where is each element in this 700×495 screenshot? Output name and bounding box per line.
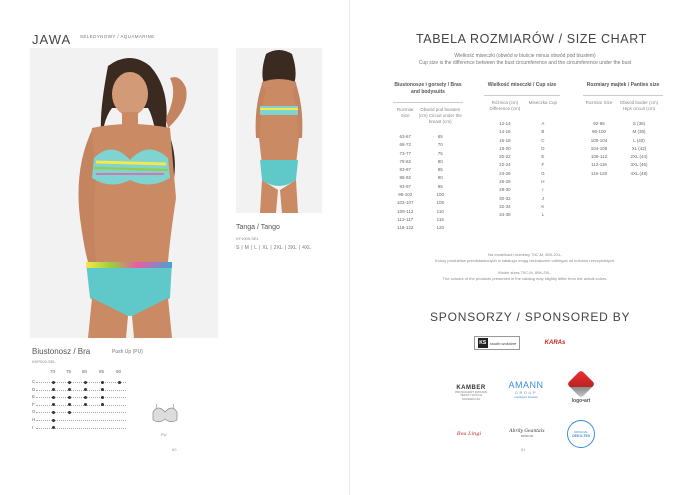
cups-row (484, 178, 560, 186)
bras-row (393, 191, 463, 199)
ks-text: studio wokalne (489, 340, 517, 346)
panties-row (583, 137, 663, 145)
size-3xl: 3XL (287, 245, 297, 251)
size-4xl: 4XL (302, 245, 312, 251)
sponsor-logo-art (566, 372, 596, 406)
bras-cell: 100 (436, 192, 444, 198)
cups-row (484, 186, 560, 194)
size-m: M (244, 245, 249, 251)
cups-row (484, 161, 560, 169)
cup-row-line (36, 420, 126, 421)
bras-cell: 65 (437, 134, 443, 139)
bras-row (393, 133, 463, 141)
model-back-illustration (236, 48, 322, 213)
logo-art-shape (567, 370, 595, 398)
cups-row (484, 195, 560, 203)
bras-cell: 80 (437, 158, 443, 164)
cup-size-table (484, 82, 560, 220)
sponsor-logo-amann (506, 376, 546, 402)
size-chart-title: TABELA ROZMIARÓW / SIZE CHART (416, 32, 647, 46)
cup-row-label: F (32, 401, 35, 407)
cups-row (484, 145, 560, 153)
availability-dot (84, 388, 87, 391)
cups-cell: 28-30 (499, 187, 511, 193)
availability-dot (118, 381, 121, 384)
color-name: SELEDYNOWY / AQUAMARINE (80, 34, 155, 39)
cup-row-line (36, 412, 126, 413)
size-s: S (236, 245, 240, 251)
bras-cell: 83-87 (399, 167, 411, 173)
bras-cell: 95 (437, 183, 443, 189)
tanga-code: KF1009-SEL (236, 236, 259, 241)
cup-row-label: D (32, 386, 36, 392)
page-number-right: 61 (521, 447, 526, 452)
cup-row-line (36, 397, 126, 398)
cup-row-label: H (32, 417, 36, 422)
circle-top: ORIGINAL (573, 430, 589, 434)
page-number-left: 60 (172, 447, 177, 452)
band-size-header: 90 (116, 369, 122, 374)
cup-row-label: E (32, 394, 36, 400)
kamber-tagline: PRODUCENT DZIANIN TEKSTYLNYCH KONFEKCJA (455, 389, 487, 401)
cups-row (484, 153, 560, 161)
bras-cell: 90 (437, 175, 443, 181)
panties-row (583, 170, 663, 178)
bra-label: Biustonosz / Bra (32, 347, 91, 356)
cups-cell: 20-22 (499, 154, 511, 160)
logo-art-text: logo•art (571, 398, 591, 404)
bras-cell: 103-107 (396, 200, 414, 206)
availability-dot (52, 426, 55, 429)
panties-cell: M (38) (632, 129, 646, 135)
band-size-header: 80 (82, 369, 88, 374)
bras-row (393, 158, 463, 166)
panties-cell: 108-112 (590, 154, 608, 160)
cups-cell: B (541, 129, 545, 135)
availability-dot (52, 419, 55, 422)
availability-dot (84, 396, 87, 399)
cups-cell: 14-16 (499, 129, 511, 135)
panties-cell: L (40) (633, 137, 645, 143)
cups-cell: 32-34 (499, 203, 511, 209)
panties-row (583, 128, 663, 136)
availability-dot (52, 388, 55, 391)
bras-row (393, 150, 463, 158)
cups-cell: D (541, 145, 545, 151)
panties-cell: 100-104 (590, 137, 608, 143)
note-model-sizes-en: Model sizes 70C-M, 80K-2XL. (498, 270, 552, 275)
cups-cell: 34-36 (499, 212, 511, 218)
bras-cell: 108-112 (397, 208, 414, 214)
cup-table-rows (484, 120, 560, 220)
bras-row (393, 224, 463, 232)
cup-row-label: G (32, 409, 36, 415)
cups-cell: G (541, 170, 545, 176)
cups-row (484, 120, 560, 128)
size-2xl: 2XL (273, 245, 283, 251)
panties-table-heading: Rozmiary majtek / Panties size (586, 82, 660, 88)
cup-table-subhead (484, 95, 560, 112)
panties-cell: 116-120 (590, 170, 608, 176)
cups-cell: A (541, 121, 545, 126)
availability-dot (52, 396, 55, 399)
bras-cell: 115 (436, 216, 444, 222)
cup-col-difference: Różnica (cm) Difference (cm) (489, 100, 521, 111)
sponsor-logo-signature-1: Bea Lingi (456, 431, 482, 437)
panties-row (583, 161, 663, 169)
size-chart-subtitle-pl: Wielkość miseczki (obwód w biuście minus obwód pod biustem) (454, 53, 596, 59)
availability-dot (68, 411, 71, 414)
panties-row (583, 153, 663, 161)
model-front-illustration (30, 48, 218, 338)
amann-group: GROUP (514, 389, 538, 395)
kamber-name: KAMBER (456, 384, 486, 391)
availability-dot (68, 396, 71, 399)
availability-dot (101, 403, 104, 406)
bras-cell: 93-97 (399, 183, 411, 189)
cups-cell: 30-32 (499, 195, 511, 201)
sponsor-logo-kamber (451, 378, 491, 408)
amann-name: AMANN (508, 379, 544, 390)
sponsor-logo-signature-2 (506, 425, 548, 441)
circle-inner: OEKO-TEX (571, 434, 591, 438)
cups-row (484, 137, 560, 145)
cup-row-line (36, 405, 126, 406)
push-up-bra-icon (150, 402, 180, 428)
bras-row (393, 166, 463, 174)
panties-table-rows (583, 120, 663, 178)
cups-cell: 26-28 (499, 179, 511, 185)
bras-row (393, 216, 463, 224)
sponsor-logo-karas: KARAs (544, 340, 566, 346)
panties-cell: 92-96 (593, 121, 605, 126)
amann-tagline: intelligent threads (514, 394, 538, 399)
availability-dot (84, 381, 87, 384)
availability-dot (52, 381, 55, 384)
bras-col-underbust: Obwód pod biustem (cm) Circuit under the breast (cm) (418, 107, 462, 124)
bras-cell: 88-92 (399, 175, 411, 181)
availability-dot (68, 403, 71, 406)
note-colors-en: The colours of the products presented in the catalog may slightly differ from the actual colors. (442, 276, 608, 281)
band-size-header: 70 (50, 369, 56, 374)
sponsors-title: SPONSORZY / SPONSORED BY (430, 310, 631, 324)
cups-cell: I (542, 187, 544, 193)
ks-box: KS (479, 340, 487, 346)
size-chart-subtitle-en: Cup size is the difference between the bust circumference and the circumference under the bust (418, 60, 632, 66)
panties-cell: 4XL (48) (630, 170, 648, 176)
cups-cell: 22-24 (499, 162, 511, 168)
bras-table-heading: Biustonosze i gorsety / Bras and bodysuits (394, 82, 462, 95)
note-colors-pl: Kolory produktów przedstawionych w katalogu mogą nieznacznie odbiegać od kolorów rzeczywistych. (434, 258, 616, 263)
panties-cell: 96-100 (591, 129, 606, 135)
model-photo-front (30, 48, 218, 338)
panties-row (583, 145, 663, 153)
cup-row-line (36, 390, 126, 391)
cups-cell: 18-20 (499, 145, 511, 151)
panties-cell: 104-108 (590, 145, 608, 151)
size-xl: XL (262, 245, 269, 251)
note-model-sizes-pl: Na modelkach rozmiary 70C-M, 80K-2XL. (487, 252, 563, 257)
bras-row (393, 174, 463, 182)
panties-col-size: Rozmiar Size (585, 100, 613, 105)
cups-cell: K (541, 203, 545, 209)
sig2-name: Abrily Geantaix (509, 428, 545, 434)
cup-col-cup: Miseczka Cup (528, 100, 558, 105)
panties-table-subhead (583, 95, 663, 112)
band-size-header: 75 (66, 369, 72, 374)
bras-cell: 73-77 (399, 150, 411, 156)
panties-cell: 2XL (44) (630, 154, 648, 160)
cup-table-heading: Wielkość miseczki / Cup size (487, 82, 557, 88)
bras-row (393, 208, 463, 216)
availability-dot (52, 403, 55, 406)
pu-label: PU (161, 432, 167, 437)
panties-cell: 3XL (46) (630, 162, 648, 168)
sponsor-logo-circle (567, 420, 595, 448)
bras-cell: 75 (437, 150, 443, 156)
cups-cell: L (541, 212, 545, 218)
bra-code: KKP009-SEL (32, 359, 56, 364)
panties-col-hips: Obwód bioder (cm) Hips circuit (cm) (619, 100, 659, 111)
bras-cell: 110 (436, 208, 444, 214)
sig2-design: DESIGN (520, 433, 534, 438)
bras-cell: 98-102 (398, 192, 413, 198)
cups-row (484, 170, 560, 178)
panties-cell: 112-116 (591, 162, 607, 168)
bras-cell: 113-117 (397, 216, 414, 222)
cups-row (484, 203, 560, 211)
cup-row-line (36, 428, 126, 429)
panties-cell: XL (42) (631, 145, 647, 151)
cups-cell: H (541, 179, 545, 185)
availability-dot (101, 396, 104, 399)
bra-type: Push Up (PU) (112, 349, 143, 355)
bras-table-subhead (393, 102, 463, 125)
tanga-label: Tanga / Tango (236, 224, 280, 231)
availability-dot (52, 411, 55, 414)
bras-cell: 78-82 (399, 158, 411, 164)
availability-dot (68, 381, 71, 384)
bras-col-size: Rozmiar Size (396, 107, 414, 118)
bras-cell: 120 (436, 225, 444, 231)
cups-cell: 12-14 (499, 121, 511, 126)
bras-cell: 105 (436, 200, 444, 206)
bras-row (393, 183, 463, 191)
cups-cell: E (541, 154, 545, 160)
panties-cell: S (36) (632, 121, 646, 126)
bras-cell: 118-122 (397, 225, 414, 231)
cup-row-label: C (32, 379, 36, 384)
bras-cell: 68-72 (399, 142, 411, 148)
cups-cell: 16-18 (499, 137, 511, 143)
band-size-header: 85 (99, 369, 105, 374)
bras-cell: 85 (437, 167, 443, 173)
bras-row (393, 141, 463, 149)
cups-row (484, 211, 560, 219)
cup-row-line (36, 382, 126, 383)
bras-table-rows (393, 133, 463, 233)
cups-cell: J (541, 195, 545, 201)
right-page (350, 0, 700, 495)
cups-cell: 24-26 (499, 170, 511, 176)
model-photo-back (236, 48, 322, 213)
cup-row-label: I (32, 424, 34, 430)
availability-dot (68, 388, 71, 391)
bras-row (393, 199, 463, 207)
availability-dot (101, 381, 104, 384)
size-l: L (254, 245, 257, 251)
panties-size-table (583, 82, 663, 178)
cups-row (484, 128, 560, 136)
bras-cell: 63-67 (399, 134, 411, 139)
sponsor-logo-ks (474, 336, 520, 350)
cups-cell: F (541, 162, 545, 168)
availability-dot (84, 403, 87, 406)
bras-cell: 70 (437, 142, 443, 148)
panties-row (583, 120, 663, 128)
cups-cell: C (541, 137, 545, 143)
availability-dot (101, 388, 104, 391)
tanga-sizes: S | M | L | XL | 2XL | 3XL | 4XL (236, 245, 312, 251)
brand-title: JAWA (32, 32, 72, 47)
bras-size-table (393, 82, 463, 233)
